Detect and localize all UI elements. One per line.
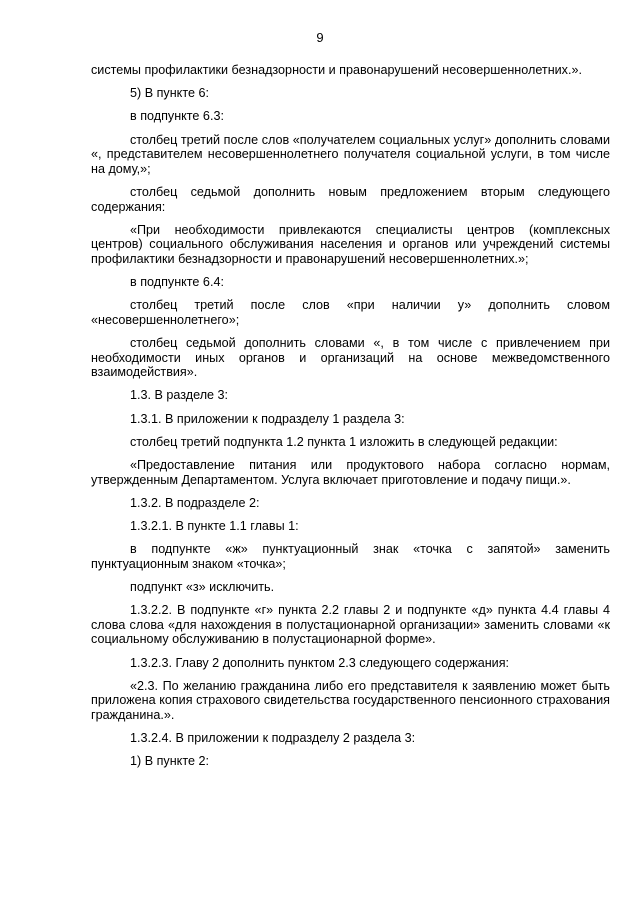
paragraph-15: 1.3.2.1. В пункте 1.1 главы 1:: [130, 518, 299, 533]
paragraph-1: системы профилактики безнадзорности и правонарушений несовершеннолетних.».: [91, 63, 582, 77]
paragraph-2: 5) В пункте 6:: [130, 86, 209, 101]
paragraph-7: в подпункте 6.4:: [130, 275, 224, 290]
paragraph-16: в подпункте «ж» пунктуационный знак «точка с запятой» заменить пунктуационным знаком «точка»;: [91, 542, 610, 571]
paragraph-9: столбец седьмой дополнить словами «, в том числе с привлечением при необходимости иных органов и организаций на основе межведомственного взаимодействия».: [91, 336, 610, 380]
page-number: 9: [316, 30, 324, 45]
paragraph-10: 1.3. В разделе 3:: [130, 388, 229, 403]
paragraph-12: столбец третий подпункта 1.2 пункта 1 изложить в следующей редакции:: [130, 434, 558, 449]
paragraph-13: «Предоставление питания или продуктового набора согласно нормам, утвержденным Департаментом. Услуга включает приготовление и подачу пищи.».: [91, 458, 610, 487]
paragraph-19: 1.3.2.3. Главу 2 дополнить пунктом 2.3 следующего содержания:: [130, 655, 510, 670]
paragraph-3: в подпункте 6.3:: [130, 109, 224, 124]
document-body: [91, 63, 610, 777]
paragraph-4: столбец третий после слов «получателем социальных услуг» дополнить словами «, представителем несовершеннолетнего получателя социальной услуги, в том числе на дому,»;: [91, 132, 610, 176]
paragraph-8: столбец третий после слов «при наличии у» дополнить словом «несовершеннолетнего»;: [91, 298, 610, 327]
paragraph-21: 1.3.2.4. В приложении к подразделу 2 раздела 3:: [130, 731, 416, 746]
paragraph-18: 1.3.2.2. В подпункте «г» пункта 2.2 главы 2 и подпункте «д» пункта 4.4 главы 4 слова слова «для нахождения в полустационарной организации» заменить словами «к социальному обслуживанию в полустационарной форме».: [91, 603, 610, 647]
paragraph-20: «2.3. По желанию гражданина либо его представителя к заявлению может быть приложена копия страхового свидетельства государственного пенсионного страхования гражданина.».: [91, 678, 610, 722]
paragraph-11: 1.3.1. В приложении к подразделу 1 раздела 3:: [130, 411, 405, 426]
paragraph-5: столбец седьмой дополнить новым предложением вторым следующего содержания:: [91, 184, 610, 214]
paragraph-6: «При необходимости привлекаются специалисты центров (комплексных центров) социального обслуживания населения и органов или учреждений системы профилактики безнадзорности и правонарушений несовершеннолетних.»;: [91, 222, 610, 266]
paragraph-22: 1) В пункте 2:: [130, 754, 209, 769]
paragraph-17: подпункт «з» исключить.: [130, 579, 275, 594]
paragraph-14: 1.3.2. В подразделе 2:: [130, 495, 260, 510]
